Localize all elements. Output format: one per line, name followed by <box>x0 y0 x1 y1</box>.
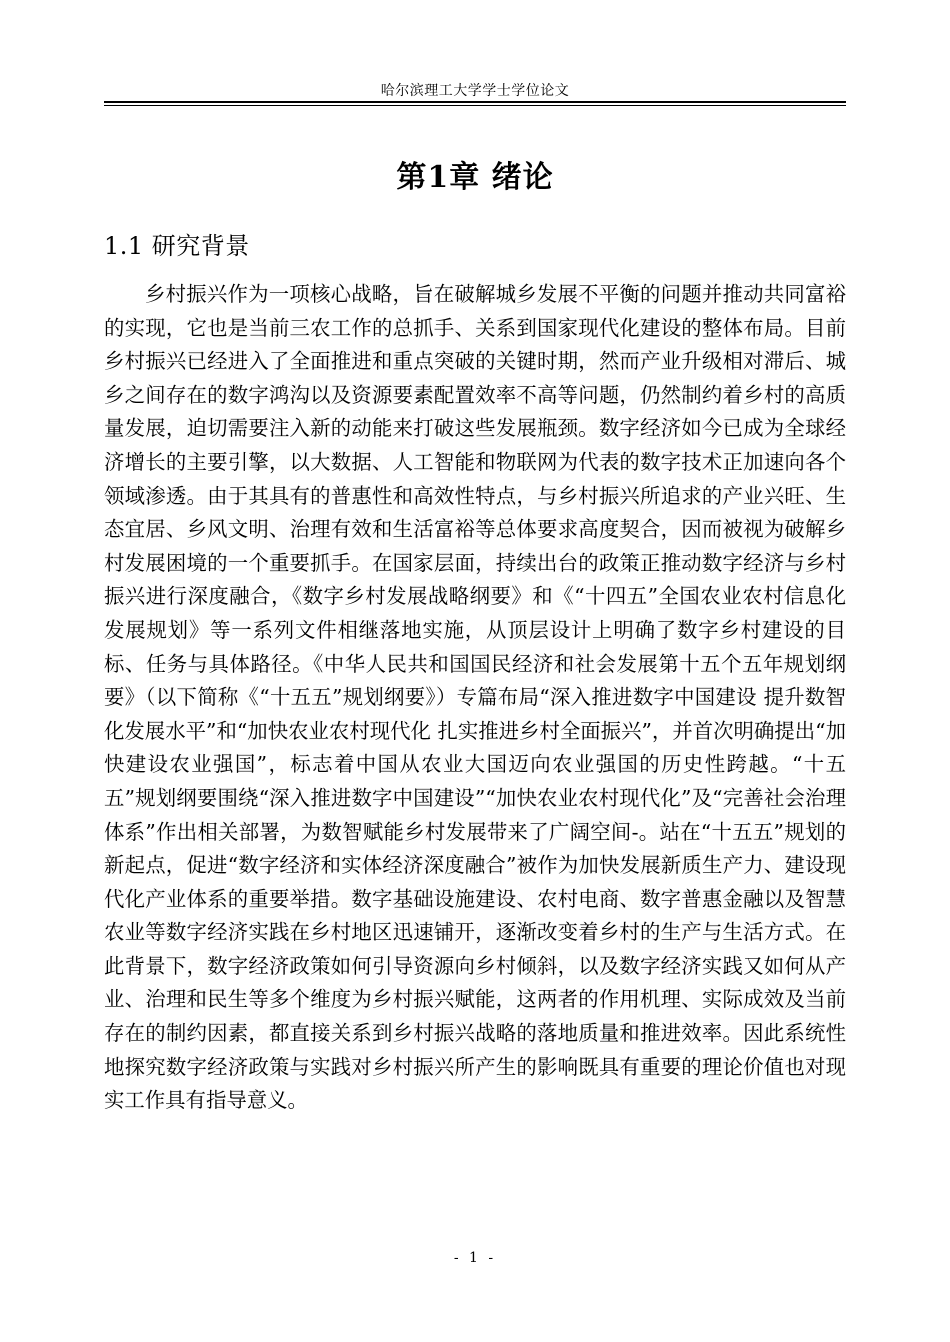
chapter-title: 第1章 绪论 <box>396 160 554 195</box>
page-number: - 1 - <box>453 1250 497 1266</box>
header-rule-thick <box>104 101 846 103</box>
body-paragraph: 乡村振兴作为一项核心战略，旨在破解城乡发展不平衡的问题并推动共同富裕的实现，它也是当前三农工作的总抓手、关系到国家现代化建设的整体布局。目前乡村振兴已经进入了全面推进和重点突破的关键时期，然而产业升级相对滞后、城乡之间存在的数字鸿沟以及资源要素配置效率不高等问题，仍然制约着乡村的高质量发展，迫切需要注入新的动能来打破这些发展瓶颈。数字经济如今已成为全球经济增长的主要引擎，以大数据、人工智能和物联网为代表的数字技术正加速向各个领域渗透。由于其具有的普惠性和高效性特点，与乡村振兴所追求的产业兴旺、生态宜居、乡风文明、治理有效和生活富裕等总体要求高度契合，因而被视为破解乡村发展困境的一个重要抓手。在国家层面，持续出台的政策正推动数字经济与乡村振兴进行深度融合，《数字乡村发展战略纲要》和《“十四五”全国农业农村信息化发展规划》等一系列文件相继落地实施，从顶层设计上明确了数字乡村建设的目标、任务与具体路径。《中华人民共和国国民经济和社会发展第十五个五年规划纲要》（以下简称《“十五五”规划纲要》）专篇布局“深入推进数字中国建设 提升数智化发展水平”和“加快农业农村现代化 扎实推进乡村全面振兴”，并首次明确提出“加快建设农业强国”，标志着中国从农业大国迈向农业强国的历史性跨越。“十五五”规划纲要围绕“深入推进数字中国建设”“加快农业农村现代化”及“完善社会治理体系”作出相关部署，为数智赋能乡村发展带来了广阔空间-。站在“十五五”规划的新起点，促进“数字经济和实体经济深度融合”被作为加快发展新质生产力、建设现代化产业体系的重要举措。数字基础设施建设、农村电商、数字普惠金融以及智慧农业等数字经济实践在乡村地区迅速铺开，逐渐改变着乡村的生产与生活方式。在此背景下，数字经济政策如何引导资源向乡村倾斜，以及数字经济实践又如何从产业、治理和民生等多个维度为乡村振兴赋能，这两者的作用机理、实际成效及当前存在的制约因素，都直接关系到乡村振兴战略的落地质量和推进效率。因此系统性地探究数字经济政策与实践对乡村振兴所产生的影响既具有重要的理论价值也对现实工作具有指导意义。 <box>104 282 846 1113</box>
section-heading: 1.1 研究背景 <box>104 232 250 260</box>
header-rule-thin <box>104 105 846 106</box>
running-header: 哈尔滨理工大学学士学位论文 <box>380 83 570 99</box>
